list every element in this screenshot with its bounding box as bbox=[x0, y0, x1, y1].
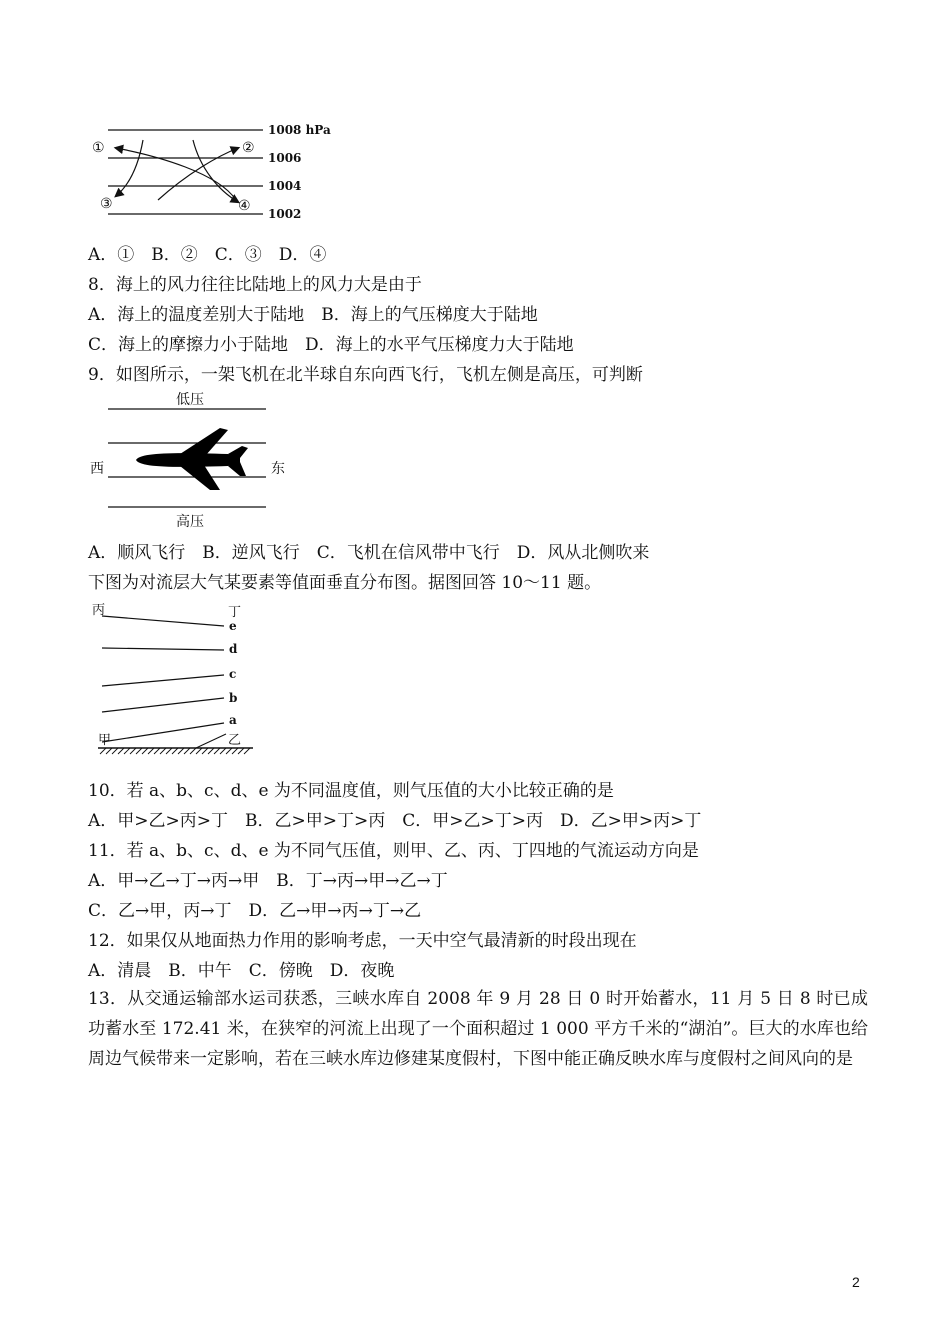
q10-options: A．甲>乙>丙>丁 B．乙>甲>丁>丙 C．甲>乙>丁>丙 D．乙>甲>丙>丁 bbox=[88, 811, 702, 831]
west-label: 西 bbox=[90, 461, 104, 477]
line-b-label: b bbox=[229, 691, 238, 705]
airplane-figure bbox=[88, 390, 298, 532]
page-number: 2 bbox=[852, 1274, 860, 1290]
low-pressure-label: 低压 bbox=[176, 392, 204, 408]
marker-3: ③ bbox=[100, 196, 113, 212]
q7-options: A．① B．② C．③ D．④ bbox=[88, 245, 327, 265]
isobar-label-1006: 1006 bbox=[268, 151, 302, 165]
q9-options: A．顺风飞行 B．逆风飞行 C．飞机在信风带中飞行 D．风从北侧吹来 bbox=[88, 543, 650, 563]
q11-stem: 11．若 a、b、c、d、e 为不同气压值，则甲、乙、丙、丁四地的气流运动方向是 bbox=[88, 841, 699, 861]
q11-options-ab: A．甲→乙→丁→丙→甲 B．丁→丙→甲→乙→丁 bbox=[88, 871, 448, 891]
q8-options-ab: A．海上的温度差别大于陆地 B．海上的气压梯度大于陆地 bbox=[88, 305, 538, 325]
q11-options-cd: C．乙→甲，丙→丁 D．乙→甲→丙→丁→乙 bbox=[88, 901, 422, 921]
ding-label: 丁 bbox=[228, 605, 242, 620]
q12-stem: 12．如果仅从地面热力作用的影响考虑，一天中空气最清新的时段出现在 bbox=[88, 931, 637, 951]
airplane-icon bbox=[136, 428, 248, 490]
isobar-label-1002: 1002 bbox=[268, 207, 302, 221]
q8-options-cd: C．海上的摩擦力小于陆地 D．海上的水平气压梯度力大于陆地 bbox=[88, 335, 574, 355]
q10-stem: 10．若 a、b、c、d、e 为不同温度值，则气压值的大小比较正确的是 bbox=[88, 781, 614, 801]
jia-label: 甲 bbox=[98, 733, 112, 748]
high-pressure-label: 高压 bbox=[176, 514, 204, 530]
isobar-figure bbox=[88, 118, 348, 228]
isoline-section-figure bbox=[88, 598, 263, 760]
marker-2: ② bbox=[242, 140, 255, 156]
marker-1: ① bbox=[92, 140, 105, 156]
q12-options: A．清晨 B．中午 C．傍晚 D．夜晚 bbox=[88, 961, 395, 981]
line-c-label: c bbox=[229, 667, 237, 681]
east-label: 东 bbox=[271, 461, 285, 477]
line-e-label: e bbox=[229, 619, 237, 633]
intro-10-11: 下图为对流层大气某要素等值面垂直分布图。据图回答 10～11 题。 bbox=[88, 573, 602, 593]
line-a-label: a bbox=[229, 713, 237, 727]
q13-text: 13．从交通运输部水运司获悉，三峡水库自 2008 年 9 月 28 日 0 时开始蓄水，11 月 5 日 8 时已成功蓄水至 172.41 米，在狭窄的河流上出现了一个面积超过 1 000 平方千米的“湖泊”。巨大的水库也给周边气候带来一定影响，若在三峡水库边修建某度假村，下图中能正确反映水库与度假村之间风向的是 bbox=[88, 989, 868, 1069]
yi-label: 乙 bbox=[228, 733, 242, 748]
q8-stem: 8．海上的风力往往比陆地上的风力大是由于 bbox=[88, 275, 422, 295]
line-d-label: d bbox=[229, 642, 238, 656]
marker-4: ④ bbox=[238, 198, 251, 214]
q9-stem: 9．如图所示，一架飞机在北半球自东向西飞行，飞机左侧是高压，可判断 bbox=[88, 365, 643, 385]
bing-label: 丙 bbox=[92, 603, 106, 618]
isobar-label-1004: 1004 bbox=[268, 179, 302, 193]
isobar-label-1008: 1008 hPa bbox=[268, 123, 331, 137]
